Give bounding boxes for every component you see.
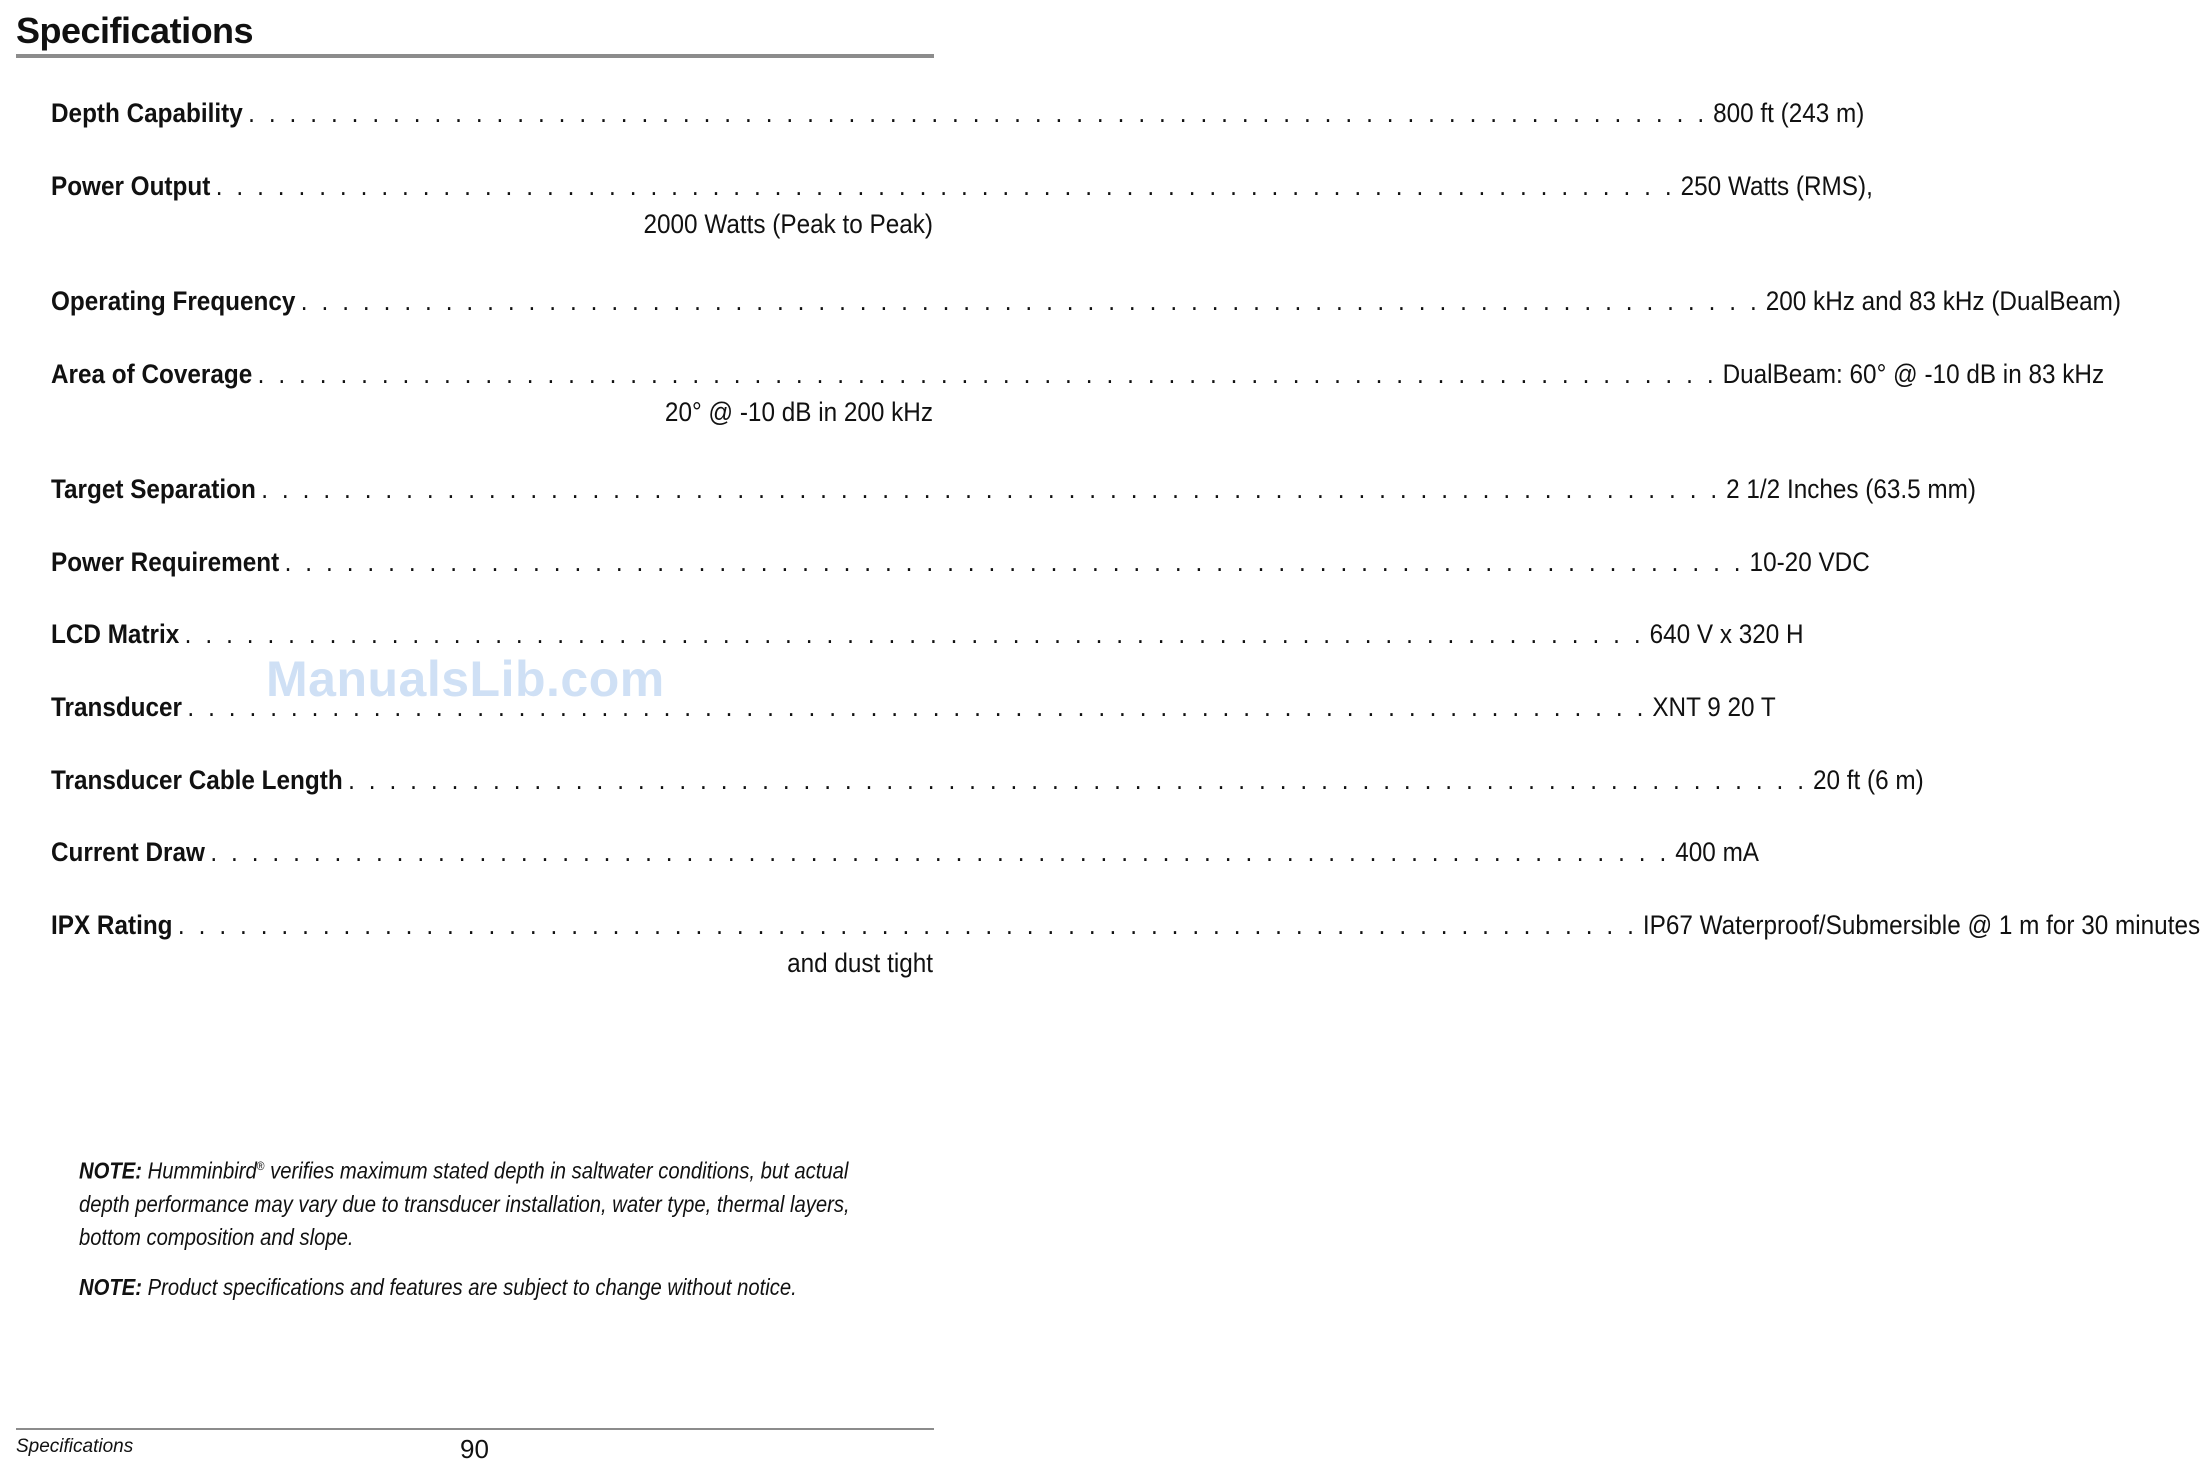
- dot-leader: . . . . . . . . . . . . . . . . . . . . . . . . . . . . . . . . . . . . . . . . . . . . . . . . . . . . . . . . . . . . . . . . . . . . . . .: [187, 692, 1647, 722]
- spec-row-power-requirement: [51, 543, 1870, 581]
- dot-leader: . . . . . . . . . . . . . . . . . . . . . . . . . . . . . . . . . . . . . . . . . . . . . . . . . . . . . . . . . . . . . . . . . . . . . . .: [248, 98, 1708, 128]
- registered-mark: ®: [256, 1159, 265, 1173]
- note-text: verifies maximum stated depth in saltwater conditions, but actual depth performance may vary due to transducer installation, water type, thermal layers, bottom composition and slope.: [79, 1157, 850, 1250]
- dot-leader: . . . . . . . . . . . . . . . . . . . . . . . . . . . . . . . . . . . . . . . . . . . . . . . . . . . . . . . . . . . . . . . . . . . . . . .: [184, 619, 1645, 649]
- spec-value: 800 ft (243 m): [1713, 98, 1865, 128]
- spec-row-depth-capability: [51, 94, 1865, 132]
- page-title: Specifications: [16, 10, 254, 51]
- dot-leader: . . . . . . . . . . . . . . . . . . . . . . . . . . . . . . . . . . . . . . . . . . . . . . . . . . . . . . . . . . . . . . . . . . . . . . .: [215, 171, 1676, 201]
- note-change-notice: [79, 1271, 871, 1304]
- spec-row-current-draw: [51, 833, 1760, 871]
- spec-value: XNT 9 20 T: [1652, 692, 1776, 722]
- spec-label: Transducer: [51, 692, 183, 722]
- spec-value: 200 kHz and 83 kHz (DualBeam): [1765, 286, 2121, 316]
- spec-row-power-output: [51, 167, 1873, 243]
- spec-label: Depth Capability: [51, 98, 243, 128]
- dot-leader: . . . . . . . . . . . . . . . . . . . . . . . . . . . . . . . . . . . . . . . . . . . . . . . . . . . . . . . . . . . . . . . . . . . . . . .: [257, 359, 1718, 389]
- spec-label: Power Output: [51, 171, 211, 201]
- title-divider: [16, 54, 934, 58]
- spec-value: DualBeam: 60° @ -10 dB in 83 kHz: [1722, 359, 2105, 389]
- note-text: Product specifications and features are subject to change without notice.: [147, 1274, 797, 1300]
- spec-label: IPX Rating: [51, 910, 173, 940]
- spec-row-ipx-rating: [51, 906, 2200, 982]
- spec-value-continuation: and dust tight: [787, 948, 933, 978]
- spec-value: 10-20 VDC: [1749, 547, 1870, 577]
- spec-label: Operating Frequency: [51, 286, 296, 316]
- dot-leader: . . . . . . . . . . . . . . . . . . . . . . . . . . . . . . . . . . . . . . . . . . . . . . . . . . . . . . . . . . . . . . . . . . . . . . .: [177, 910, 1638, 940]
- note-label: NOTE:: [79, 1157, 142, 1184]
- spec-row-target-separation: [51, 470, 1977, 508]
- spec-label: Transducer Cable Length: [51, 765, 343, 795]
- note-brand: Humminbird: [147, 1157, 257, 1184]
- spec-label: Current Draw: [51, 837, 205, 867]
- spec-value: 640 V x 320 H: [1649, 619, 1804, 649]
- note-label: NOTE:: [79, 1274, 142, 1300]
- spec-value: 2 1/2 Inches (63.5 mm): [1726, 474, 1977, 504]
- spec-label: LCD Matrix: [51, 619, 180, 649]
- spec-value-continuation: 20° @ -10 dB in 200 kHz: [664, 397, 933, 427]
- watermark: ManualsLib.com: [266, 651, 665, 707]
- footer-section-title: Specifications: [16, 1436, 134, 1457]
- dot-leader: . . . . . . . . . . . . . . . . . . . . . . . . . . . . . . . . . . . . . . . . . . . . . . . . . . . . . . . . . . . . . . . . . . . . . . .: [300, 286, 1761, 316]
- spec-row-transducer-cable-length: [51, 761, 1924, 799]
- dot-leader: . . . . . . . . . . . . . . . . . . . . . . . . . . . . . . . . . . . . . . . . . . . . . . . . . . . . . . . . . . . . . . . . . . . . . . .: [284, 547, 1745, 577]
- dot-leader: . . . . . . . . . . . . . . . . . . . . . . . . . . . . . . . . . . . . . . . . . . . . . . . . . . . . . . . . . . . . . . . . . . . . . . .: [210, 837, 1670, 867]
- footer-divider: [16, 1428, 934, 1430]
- spec-label: Area of Coverage: [51, 359, 253, 389]
- page-number: 90: [460, 1434, 489, 1464]
- note-depth-verification: [79, 1150, 871, 1254]
- dot-leader: . . . . . . . . . . . . . . . . . . . . . . . . . . . . . . . . . . . . . . . . . . . . . . . . . . . . . . . . . . . . . . . . . . . . . . .: [261, 474, 1721, 504]
- spec-value: 20 ft (6 m): [1813, 765, 1924, 795]
- spec-label: Target Separation: [51, 474, 256, 504]
- spec-value: IP67 Waterproof/Submersible @ 1 m for 30 minutes: [1642, 910, 2200, 940]
- spec-row-lcd-matrix: [51, 615, 1804, 653]
- spec-value-continuation: 2000 Watts (Peak to Peak): [643, 209, 933, 239]
- spec-label: Power Requirement: [51, 547, 280, 577]
- spec-value: 400 mA: [1675, 837, 1760, 867]
- dot-leader: . . . . . . . . . . . . . . . . . . . . . . . . . . . . . . . . . . . . . . . . . . . . . . . . . . . . . . . . . . . . . . . . . . . . . . .: [348, 765, 1808, 795]
- spec-row-operating-frequency: [51, 282, 2121, 320]
- spec-value: 250 Watts (RMS),: [1680, 171, 1873, 201]
- spec-row-area-of-coverage: [51, 355, 2105, 431]
